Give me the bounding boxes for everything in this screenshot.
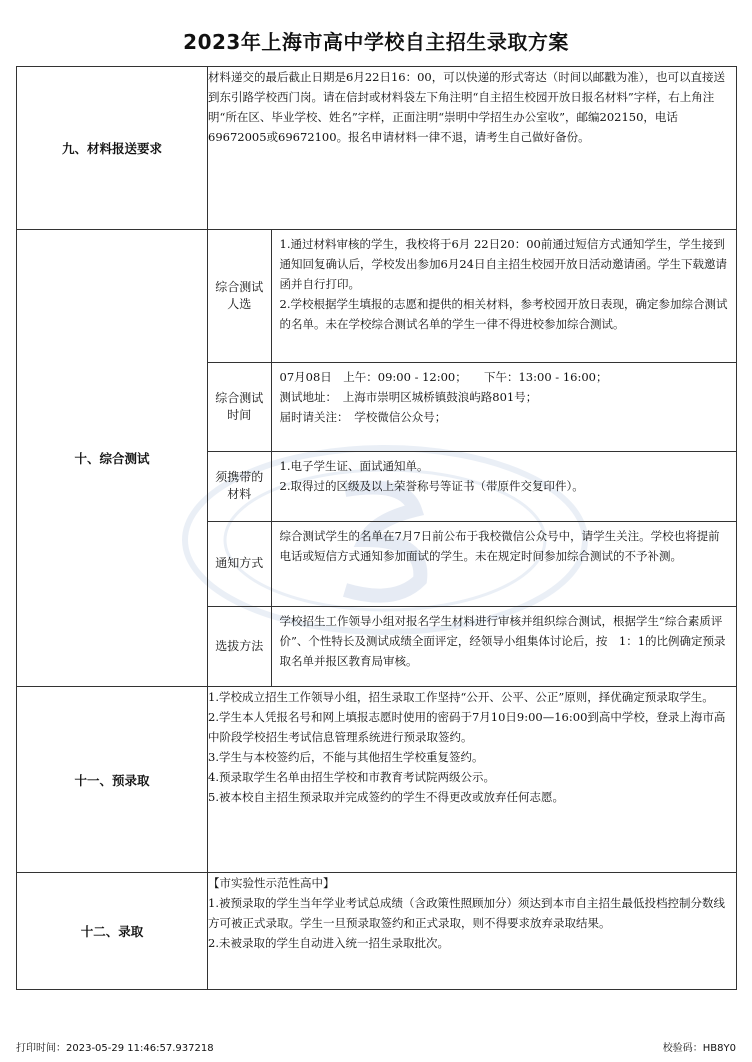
section-paragraph: 材料递交的最后截止日期是6月22日16：00，可以快递的形式寄达（时间以邮戳为准），也可以直接送到东引路学校西门岗。请在信封或材料袋左下角注明“自主招生校园开放日报名材料”字样，右上角注明“所在区、毕业学校、姓名”字样，正面注明“崇明中学招生办公室收”，邮编202150，电话69672005或69672100。报名申请材料一律不退，请考生自己做好备份。 — [208, 70, 725, 144]
section-paragraph: 5.被本校自主招生预录取并完成签约的学生不得更改或放弃任何志愿。 — [208, 790, 564, 804]
page-title: 2023年上海市高中学校自主招生录取方案 — [183, 30, 569, 54]
section-row-materials — [17, 67, 737, 230]
subsection-row — [208, 230, 736, 362]
section-row-admission — [17, 873, 737, 990]
print-time-label: 打印时间： — [16, 1043, 66, 1054]
subsection-label: 通知方式 — [208, 521, 271, 606]
section-row-pre-admission — [17, 687, 737, 873]
subsection-row — [208, 451, 736, 521]
section-paragraph: 1.学校成立招生工作领导小组，招生录取工作坚持“公开、公平、公正”原则，择优确定预录取学生。 — [208, 690, 714, 704]
section-paragraph: 2.未被录取的学生自动进入统一招生录取批次。 — [208, 936, 449, 950]
section-label: 十、综合测试 — [17, 230, 208, 687]
subsection-paragraph: 综合测试学生的名单在7月7日前公布于我校微信公众号中，请学生关注。学校也将提前电话或短信方式通知参加面试的学生。未在规定时间参加综合测试的不予补测。 — [279, 528, 720, 563]
subsection-label: 须携带的材料 — [208, 451, 271, 521]
verification-code-label: 校验码： — [662, 1043, 703, 1054]
section-paragraph: 1.被预录取的学生当年学业考试总成绩（含政策性照顾加分）须达到本市自主招生最低投档控制分数线方可被正式录取。学生一旦预录取签约和正式录取，则不得要求放弃录取结果。 — [208, 896, 725, 930]
subsection-paragraph: 1.电子学生证、面试通知单。 — [279, 458, 429, 473]
subsection-paragraph: 学校招生工作领导小组对报名学生材料进行审核并组织综合测试，根据学生“综合素质评价”、个性特长及测试成绩全面评定，经领导小组集体讨论后，按 1：1的比例确定预录取名单并报区教育局审核。 — [279, 613, 726, 668]
section-label: 十一、预录取 — [17, 687, 208, 873]
subsection-paragraph: 测试地址： 上海市崇明区城桥镇鼓浪屿路801号； — [279, 389, 538, 404]
section-paragraph: 4.预录取学生名单由招生学校和市教育考试院两级公示。 — [208, 770, 495, 784]
section-label: 九、材料报送要求 — [17, 67, 208, 230]
subsection-label: 综合测试时间 — [208, 362, 271, 451]
plan-table — [16, 66, 737, 990]
section-row-test — [17, 230, 737, 687]
print-time-value: 2023-05-29 11:46:57.937218 — [66, 1043, 214, 1054]
subsection-paragraph: 2.取得过的区级及以上荣誉称号等证书（带原件交复印件）。 — [279, 478, 584, 493]
subsection-paragraph: 2.学校根据学生填报的志愿和提供的相关材料，参考校园开放日表现，确定参加综合测试的名单。未在学校综合测试名单的学生一律不得进校参加综合测试。 — [279, 297, 728, 331]
subsection-paragraph: 07月08日 上午：09:00 - 12:00； 下午：13:00 - 16:00； — [279, 369, 608, 384]
subsection-row — [208, 362, 736, 451]
print-time — [16, 1039, 214, 1054]
section-paragraph: 【市实验性示范性高中】 — [208, 876, 335, 890]
subsection-table — [208, 230, 736, 686]
section-label: 十二、录取 — [17, 873, 208, 990]
verification-code-value: HB8Y0 — [702, 1043, 736, 1054]
subsection-row — [208, 606, 736, 686]
subsection-label: 综合测试人选 — [208, 230, 271, 362]
section-paragraph: 2.学生本人凭报名号和网上填报志愿时使用的密码于7月10日9:00—16:00到高中学校，登录上海市高中阶段学校招生考试信息管理系统进行预录取签约。 — [208, 710, 726, 744]
subsection-label: 选拔方法 — [208, 606, 271, 686]
section-paragraph: 3.学生与本校签约后，不能与其他招生学校重复签约。 — [208, 750, 484, 764]
subsection-row — [208, 521, 736, 606]
subsection-paragraph: 1.通过材料审核的学生，我校将于6月 22日20：00前通过短信方式通知学生，学生接到通知回复确认后，学校发出参加6月24日自主招生校园开放日活动邀请函。学生下载邀请函并自行打印。 — [279, 237, 727, 291]
subsection-paragraph: 届时请关注： 学校微信公众号； — [279, 409, 447, 424]
verification-code — [663, 1039, 736, 1054]
